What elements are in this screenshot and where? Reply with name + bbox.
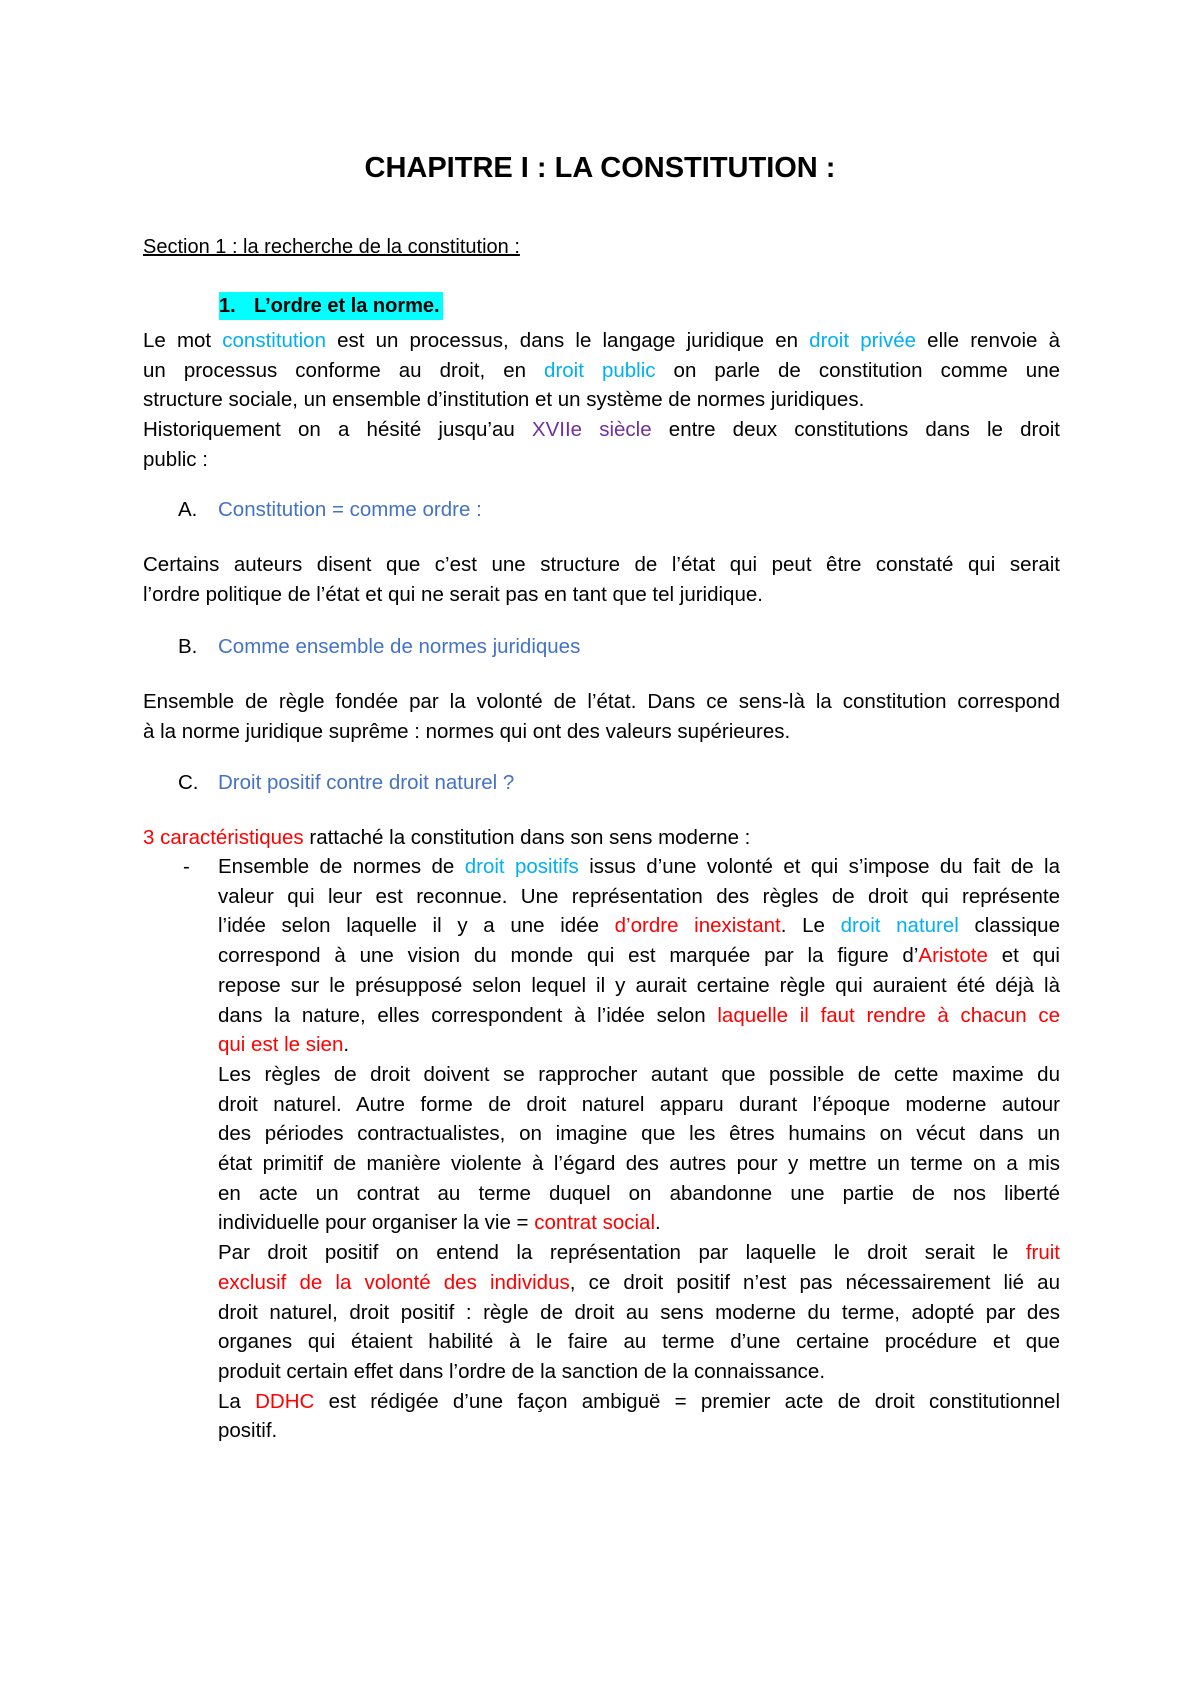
paragraph-line: exclusif de la volonté des individus, ce droit positif n’est pas nécessairement lié au bbox=[218, 1270, 1060, 1294]
subheading-letter: A. bbox=[178, 498, 198, 521]
term-ddhc: DDHC bbox=[255, 1389, 315, 1413]
paragraph-line: Ensemble de règle fondée par la volonté de l’état. Dans ce sens-là la constitution correspond bbox=[143, 690, 1060, 713]
paragraph-line: état primitif de manière violente à l’égard des autres pour y mettre un terme on a mis bbox=[218, 1152, 1060, 1176]
paragraph-line: correspond à une vision du monde qui est marquée par la figure d’Aristote et qui bbox=[218, 944, 1060, 968]
paragraph-line: positif. bbox=[218, 1419, 278, 1443]
paragraph-line: droit naturel, droit positif : règle de droit au sens moderne du terme, adopté par des bbox=[218, 1300, 1060, 1324]
chapter-title: CHAPITRE I : LA CONSTITUTION : bbox=[364, 152, 836, 184]
paragraph-line: Ensemble de normes de droit positifs issus d’une volonté et qui s’impose du fait de la bbox=[218, 855, 1060, 878]
paragraph-line: public : bbox=[143, 447, 208, 471]
paragraph-line: valeur qui leur est reconnue. Une représentation des règles de droit qui représente bbox=[218, 884, 1060, 908]
numbered-heading-label: L’ordre et la norme. bbox=[254, 295, 440, 317]
subheading-c bbox=[178, 768, 514, 798]
paragraph-line: dans la nature, elles correspondent à l’idée selon laquelle il faut rendre à chacun ce bbox=[218, 1003, 1060, 1027]
subheading-label: Constitution = comme ordre : bbox=[218, 498, 482, 521]
list-item bbox=[218, 852, 1060, 1446]
paragraph-b bbox=[143, 687, 1060, 746]
subheading-label: Droit positif contre droit naturel ? bbox=[218, 771, 515, 794]
paragraph-line: Le mot constitution est un processus, dans le langage juridique en droit privée elle renvoie à bbox=[143, 329, 1060, 352]
numbered-heading bbox=[219, 292, 443, 320]
paragraph-line: La DDHC est rédigée d’une façon ambiguë = premier acte de droit constitutionnel bbox=[218, 1389, 1061, 1413]
paragraph-line: Les règles de droit doivent se rapprocher autant que possible de cette maxime du bbox=[218, 1062, 1060, 1086]
numbered-heading-number: 1. bbox=[219, 295, 236, 317]
paragraph-line: l’ordre politique de l’état et qui ne serait pas en tant que tel juridique. bbox=[143, 582, 763, 606]
intro-paragraph bbox=[143, 326, 1060, 475]
paragraph-line: organes qui étaient habilité à le faire au terme d’une certaine procédure et que bbox=[218, 1330, 1060, 1354]
term-century: XVIIe siècle bbox=[531, 418, 652, 442]
term-aristote: Aristote bbox=[918, 944, 988, 968]
paragraph-line: en acte un contrat au terme duquel on abandonne une partie de nos liberté bbox=[218, 1181, 1060, 1205]
term-droit-public: droit public bbox=[544, 358, 656, 382]
term-volonte-individus: exclusif de la volonté des individus bbox=[218, 1270, 570, 1294]
paragraph-line: droit naturel. Autre forme de droit naturel apparu durant l’époque moderne autour bbox=[218, 1092, 1060, 1116]
subheading-letter: C. bbox=[178, 771, 199, 794]
paragraph-line: des périodes contractualistes, on imagine que les êtres humains on vécut dans un bbox=[218, 1122, 1060, 1146]
paragraph-line: repose sur le présupposé selon lequel il y aurait certaine règle qui auraient été déjà là bbox=[218, 973, 1060, 997]
subheading-a bbox=[178, 495, 482, 525]
paragraph-a bbox=[143, 550, 1060, 609]
term-fruit: fruit bbox=[1025, 1241, 1060, 1265]
term-droit-positifs: droit positifs bbox=[464, 855, 579, 878]
paragraph-c-intro bbox=[143, 823, 1060, 853]
paragraph-line: produit certain effet dans l’ordre de la sanction de la connaissance. bbox=[218, 1359, 826, 1383]
term-droit-privee: droit privée bbox=[809, 329, 917, 352]
subheading-letter: B. bbox=[178, 635, 198, 658]
paragraph-line: Par droit positif on entend la représentation par laquelle le droit serait le fruit bbox=[218, 1241, 1060, 1265]
paragraph-line: à la norme juridique suprême : normes qui ont des valeurs supérieures. bbox=[143, 719, 791, 743]
paragraph-line: l’idée selon laquelle il y a une idée d’ordre inexistant. Le droit naturel classique bbox=[218, 914, 1060, 938]
term-3-caracteristiques: 3 caractéristiques bbox=[143, 826, 304, 849]
section-heading: Section 1 : la recherche de la constitution : bbox=[143, 236, 520, 258]
paragraph-line: structure sociale, un ensemble d’institution et un système de normes juridiques. bbox=[143, 388, 865, 412]
subheading-label: Comme ensemble de normes juridiques bbox=[218, 635, 581, 658]
paragraph-line: qui est le sien. bbox=[218, 1033, 350, 1057]
paragraph-line: individuelle pour organiser la vie = contrat social. bbox=[218, 1211, 661, 1235]
term-maxime: laquelle il faut rendre à chacun ce bbox=[717, 1003, 1060, 1027]
term-contrat-social: contrat social bbox=[534, 1211, 656, 1235]
term-droit-naturel: droit naturel bbox=[840, 914, 959, 938]
paragraph-line: 3 caractéristiques rattaché la constitution dans son sens moderne : bbox=[143, 826, 751, 849]
term-constitution: constitution bbox=[222, 329, 326, 352]
paragraph-line: Historiquement on a hésité jusqu’au XVIIe siècle entre deux constitutions dans le droit bbox=[143, 418, 1060, 442]
term-ordre-inexistant: d’ordre inexistant bbox=[614, 914, 781, 938]
paragraph-line: Certains auteurs disent que c’est une structure de l’état qui peut être constaté qui serait bbox=[143, 553, 1060, 576]
subheading-b bbox=[178, 632, 580, 662]
list-dash: - bbox=[183, 855, 190, 878]
term-maxime-end: qui est le sien bbox=[218, 1033, 344, 1057]
paragraph-line: un processus conforme au droit, en droit public on parle de constitution comme une bbox=[143, 358, 1061, 382]
